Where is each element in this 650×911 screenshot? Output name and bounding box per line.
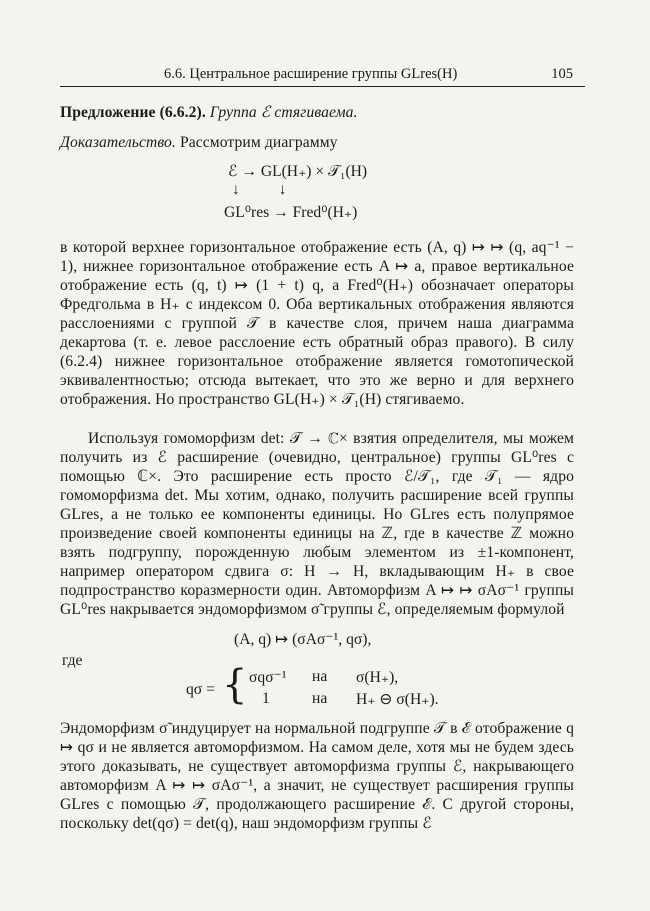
running-title: 6.6. Центральное расширение группы GLres(H) (164, 66, 458, 82)
paragraph-2: Используя гомоморфизм det: 𝒯 → ℂ× взятия определителя, мы можем получить из ℰ расширение (очевидно, центральное) группы GL⁰res с помощью ℂ×. Это расширение есть просто ℰ/𝒯₁, где 𝒯₁ — ядро гомоморфизма det. Мы хотим, однако, получить расширение всей группы GLres, а не только ее компоненты единицы. Но GLres есть полупрямое произведение своей компоненты единицы на ℤ, где в качестве ℤ можно взять подгруппу, порожденную любым элементом из ±1-компонент, например оператором сдвига σ: H → H, вкладывающим H₊ в свое подпространство коразмерности один. Автоморфизм A ↦ ↦ σAσ⁻¹ группы GL⁰res накрывается эндоморфизмом σ̃ группы ℰ, определяемым формулой (60, 430, 574, 618)
proposition-statement: Группа ℰ стягиваема. (209, 104, 358, 121)
proposition-label: Предложение (6.6.2). (60, 104, 206, 121)
cases-lhs: qσ = (186, 681, 215, 698)
formula-endomorphism: (A, q) ↦ (σAσ⁻¹, qσ), (234, 631, 372, 648)
case-1-domain: σ(H₊), (356, 669, 399, 686)
proof-intro-text: Рассмотрим диаграмму (179, 134, 338, 151)
case-2-domain: H₊ ⊖ σ(H₊). (356, 691, 439, 708)
case-2-expr: 1 (262, 690, 270, 707)
where-word: где (62, 652, 83, 669)
page-number: 105 (551, 66, 573, 82)
proof-intro (60, 134, 574, 153)
case-1-on: на (312, 668, 328, 685)
running-header (60, 62, 585, 87)
case-2-on: на (312, 690, 328, 707)
paragraph-3: Эндоморфизм σ̃ индуцирует на нормальной подгруппе 𝒯 в ℰ отображение q ↦ qσ и не является автоморфизмом. На самом деле, хотя мы не будем здесь этого доказывать, не существует автоморфизма группы ℰ, накрывающего автоморфизм A ↦ ↦ σAσ⁻¹, а значит, не существует расширения группы GLres с помощью 𝒯, продолжающего расширение ℰ. С другой стороны, поскольку det(qσ) = det(q), наш эндоморфизм группы ℰ (60, 720, 574, 832)
case-1-expr: σqσ⁻¹ (249, 669, 287, 686)
diagram-top-row: ℰ → GL(H₊) × 𝒯₁(H) (228, 163, 368, 180)
paragraph-1: в которой верхнее горизонтальное отображение есть (A, q) ↦ ↦ (q, aq⁻¹ − 1), нижнее горизонтальное отображение есть A ↦ a, правое вертикальное отображение есть (q, t) ↦ (1 + t) q, а Fred⁰(H₊) обозначает операторы Фредгольма в H₊ с индексом 0. Оба вертикальных отображения являются расслоениями с группой 𝒯 в качестве слоя, причем наша диаграмма декартова (т. е. левое расслоение есть обратный образ правого). В силу (6.2.4) нижнее горизонтальное отображение является гомотопической эквивалентностью; отсюда вытекает, что это же верно и для верхнего отображения. Но пространство GL(H₊) × 𝒯₁(H) стягиваемо. (60, 239, 574, 408)
proof-label: Доказательство. (60, 134, 176, 151)
diagram-arrows: ↓ ↓ (232, 181, 287, 198)
left-brace: { (222, 662, 248, 708)
diagram-bottom-row: GL⁰res → Fred⁰(H₊) (224, 204, 358, 221)
proposition (60, 104, 574, 123)
